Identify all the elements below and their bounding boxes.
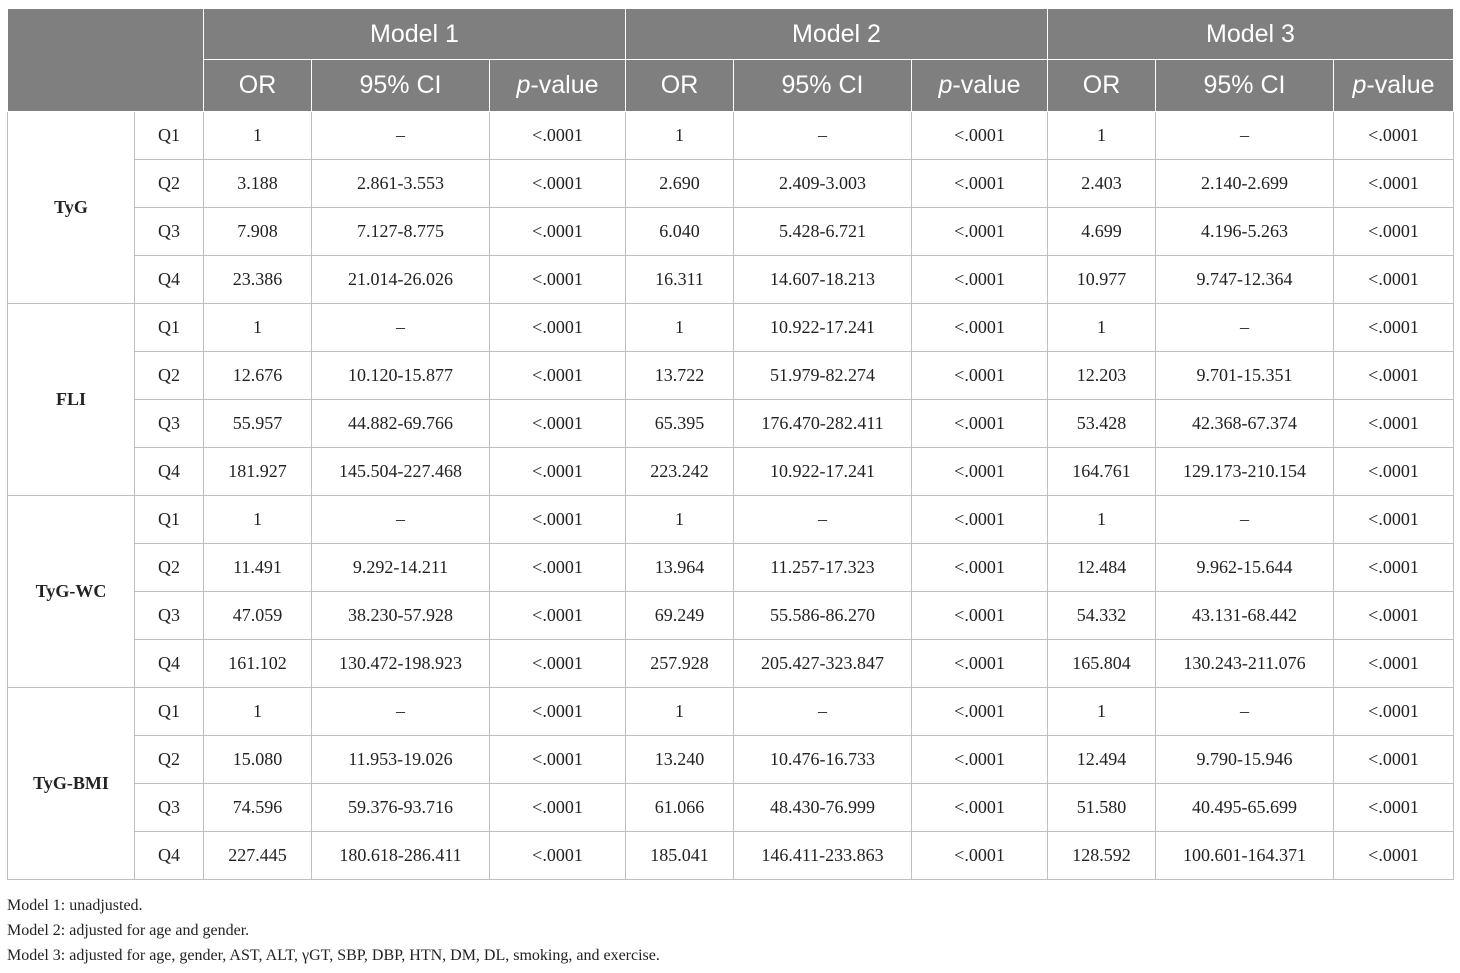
quartile-label: Q3 — [135, 592, 204, 640]
model-3-ci-cell: 4.196-5.263 — [1156, 208, 1334, 256]
model-1-p-value-cell: <.0001 — [490, 400, 626, 448]
model-3-ci-cell: – — [1156, 112, 1334, 160]
model-1-ci-cell: – — [312, 304, 490, 352]
model-2-ci-cell: 51.979-82.274 — [734, 352, 912, 400]
model-1-p-value-cell: <.0001 — [490, 688, 626, 736]
model-2-or-cell: 223.242 — [626, 448, 734, 496]
table-row — [8, 112, 1454, 160]
header-row-stats — [8, 60, 1454, 112]
quartile-label: Q2 — [135, 544, 204, 592]
model-3-p-value-cell: <.0001 — [1334, 496, 1454, 544]
model-3-p-value-cell: <.0001 — [1334, 688, 1454, 736]
model-2-ci-cell: 176.470-282.411 — [734, 400, 912, 448]
model-1-p-value-cell: <.0001 — [490, 352, 626, 400]
model-3-ci-cell: 100.601-164.371 — [1156, 832, 1334, 880]
model-2-p-value-cell: <.0001 — [912, 160, 1048, 208]
group-label: FLI — [8, 304, 135, 496]
p-letter: p — [1352, 71, 1367, 99]
model-3-or-cell: 51.580 — [1048, 784, 1156, 832]
model-2-or-cell: 185.041 — [626, 832, 734, 880]
model-2-p-value-cell: <.0001 — [912, 112, 1048, 160]
table-row — [8, 352, 1454, 400]
model-2-p-value-cell: <.0001 — [912, 448, 1048, 496]
table-row — [8, 208, 1454, 256]
model-1-header: Model 1 — [204, 9, 626, 60]
quartile-label: Q4 — [135, 832, 204, 880]
table-row — [8, 592, 1454, 640]
odds-ratio-table — [7, 8, 1454, 880]
model-2-or-cell: 1 — [626, 304, 734, 352]
model-1-p-value-cell: <.0001 — [490, 448, 626, 496]
footnote-model-2: Model 2: adjusted for age and gender. — [7, 922, 250, 939]
group-label: TyG-BMI — [8, 688, 135, 880]
model-3-or-cell: 53.428 — [1048, 400, 1156, 448]
model-2-ci-cell: – — [734, 496, 912, 544]
model-2-p-value-cell: <.0001 — [912, 832, 1048, 880]
table-row — [8, 304, 1454, 352]
quartile-label: Q2 — [135, 736, 204, 784]
model-3-ci-cell: 40.495-65.699 — [1156, 784, 1334, 832]
quartile-label: Q4 — [135, 448, 204, 496]
table-row — [8, 400, 1454, 448]
table-footnotes — [7, 893, 660, 968]
model-3-p-value-cell: <.0001 — [1334, 304, 1454, 352]
model-3-ci-cell: 42.368-67.374 — [1156, 400, 1334, 448]
table-row — [8, 832, 1454, 880]
table-body — [8, 112, 1454, 880]
model-3-ci-cell: 43.131-68.442 — [1156, 592, 1334, 640]
model-1-or-cell: 1 — [204, 496, 312, 544]
model-3-or-cell: 12.494 — [1048, 736, 1156, 784]
model-2-or-cell: 69.249 — [626, 592, 734, 640]
model-3-or-cell: 4.699 — [1048, 208, 1156, 256]
model-1-p-value-cell: <.0001 — [490, 736, 626, 784]
model-3-p-value-cell: <.0001 — [1334, 256, 1454, 304]
model-2-p-value-cell: <.0001 — [912, 256, 1048, 304]
model-2-or-cell: 1 — [626, 112, 734, 160]
header-row-models — [8, 9, 1454, 60]
model-1-p-value-cell: <.0001 — [490, 112, 626, 160]
model-2-p-value-cell: <.0001 — [912, 784, 1048, 832]
model-1-ci-cell: 38.230-57.928 — [312, 592, 490, 640]
model-1-or-cell: 12.676 — [204, 352, 312, 400]
model-2-ci-cell: 2.409-3.003 — [734, 160, 912, 208]
header-corner — [8, 9, 204, 112]
p-value-header — [912, 60, 1048, 112]
quartile-label: Q2 — [135, 352, 204, 400]
model-1-or-cell: 181.927 — [204, 448, 312, 496]
ci-header: 95% CI — [734, 60, 912, 112]
table-row — [8, 784, 1454, 832]
model-1-ci-cell: 59.376-93.716 — [312, 784, 490, 832]
or-header: OR — [1048, 60, 1156, 112]
model-2-or-cell: 1 — [626, 688, 734, 736]
model-1-p-value-cell: <.0001 — [490, 832, 626, 880]
value-word: -value — [530, 71, 599, 99]
model-1-ci-cell: – — [312, 688, 490, 736]
model-3-ci-cell: 129.173-210.154 — [1156, 448, 1334, 496]
table-row — [8, 736, 1454, 784]
quartile-label: Q4 — [135, 640, 204, 688]
model-3-ci-cell: 9.747-12.364 — [1156, 256, 1334, 304]
or-header: OR — [204, 60, 312, 112]
model-3-or-cell: 1 — [1048, 688, 1156, 736]
quartile-label: Q1 — [135, 496, 204, 544]
quartile-label: Q1 — [135, 688, 204, 736]
model-1-ci-cell: 145.504-227.468 — [312, 448, 490, 496]
model-2-ci-cell: 10.476-16.733 — [734, 736, 912, 784]
model-2-ci-cell: – — [734, 112, 912, 160]
model-2-or-cell: 65.395 — [626, 400, 734, 448]
table-row — [8, 448, 1454, 496]
model-1-or-cell: 3.188 — [204, 160, 312, 208]
model-2-or-cell: 2.690 — [626, 160, 734, 208]
model-2-or-cell: 1 — [626, 496, 734, 544]
model-2-p-value-cell: <.0001 — [912, 496, 1048, 544]
model-3-p-value-cell: <.0001 — [1334, 592, 1454, 640]
model-1-or-cell: 74.596 — [204, 784, 312, 832]
group-label: TyG-WC — [8, 496, 135, 688]
model-2-header: Model 2 — [626, 9, 1048, 60]
model-3-p-value-cell: <.0001 — [1334, 448, 1454, 496]
model-3-or-cell: 2.403 — [1048, 160, 1156, 208]
model-2-or-cell: 61.066 — [626, 784, 734, 832]
model-1-or-cell: 47.059 — [204, 592, 312, 640]
quartile-label: Q1 — [135, 304, 204, 352]
model-3-or-cell: 12.203 — [1048, 352, 1156, 400]
table-row — [8, 544, 1454, 592]
model-1-or-cell: 1 — [204, 688, 312, 736]
model-3-ci-cell: 9.790-15.946 — [1156, 736, 1334, 784]
model-2-ci-cell: 11.257-17.323 — [734, 544, 912, 592]
model-1-p-value-cell: <.0001 — [490, 640, 626, 688]
model-1-ci-cell: – — [312, 112, 490, 160]
model-2-p-value-cell: <.0001 — [912, 544, 1048, 592]
model-1-ci-cell: 11.953-19.026 — [312, 736, 490, 784]
model-3-ci-cell: – — [1156, 688, 1334, 736]
model-3-header: Model 3 — [1048, 9, 1454, 60]
model-1-or-cell: 161.102 — [204, 640, 312, 688]
model-1-or-cell: 227.445 — [204, 832, 312, 880]
model-3-or-cell: 164.761 — [1048, 448, 1156, 496]
model-2-p-value-cell: <.0001 — [912, 352, 1048, 400]
model-1-p-value-cell: <.0001 — [490, 256, 626, 304]
p-value-header — [1334, 60, 1454, 112]
model-2-ci-cell: – — [734, 688, 912, 736]
quartile-label: Q3 — [135, 784, 204, 832]
model-3-ci-cell: 9.701-15.351 — [1156, 352, 1334, 400]
model-2-p-value-cell: <.0001 — [912, 400, 1048, 448]
ci-header: 95% CI — [312, 60, 490, 112]
footnote-model-3: Model 3: adjusted for age, gender, AST, ALT, γGT, SBP, DBP, HTN, DM, DL, smoking, and exercise. — [7, 947, 660, 964]
model-3-ci-cell: – — [1156, 304, 1334, 352]
table-row — [8, 160, 1454, 208]
model-1-ci-cell: 10.120-15.877 — [312, 352, 490, 400]
quartile-label: Q1 — [135, 112, 204, 160]
or-header: OR — [626, 60, 734, 112]
model-1-ci-cell: 7.127-8.775 — [312, 208, 490, 256]
table-row — [8, 640, 1454, 688]
model-1-or-cell: 11.491 — [204, 544, 312, 592]
model-1-p-value-cell: <.0001 — [490, 592, 626, 640]
p-letter: p — [516, 71, 531, 99]
model-1-ci-cell: 2.861-3.553 — [312, 160, 490, 208]
model-3-ci-cell: 9.962-15.644 — [1156, 544, 1334, 592]
model-1-or-cell: 7.908 — [204, 208, 312, 256]
model-1-or-cell: 23.386 — [204, 256, 312, 304]
model-2-p-value-cell: <.0001 — [912, 640, 1048, 688]
ci-header: 95% CI — [1156, 60, 1334, 112]
model-2-ci-cell: 14.607-18.213 — [734, 256, 912, 304]
model-3-or-cell: 1 — [1048, 304, 1156, 352]
model-2-ci-cell: 146.411-233.863 — [734, 832, 912, 880]
model-2-ci-cell: 205.427-323.847 — [734, 640, 912, 688]
model-2-or-cell: 13.722 — [626, 352, 734, 400]
model-1-p-value-cell: <.0001 — [490, 160, 626, 208]
quartile-label: Q2 — [135, 160, 204, 208]
model-3-p-value-cell: <.0001 — [1334, 640, 1454, 688]
model-3-or-cell: 12.484 — [1048, 544, 1156, 592]
model-3-or-cell: 1 — [1048, 496, 1156, 544]
model-2-p-value-cell: <.0001 — [912, 736, 1048, 784]
p-value-header — [490, 60, 626, 112]
model-3-ci-cell: – — [1156, 496, 1334, 544]
model-1-p-value-cell: <.0001 — [490, 304, 626, 352]
model-1-ci-cell: 21.014-26.026 — [312, 256, 490, 304]
results-table-container — [7, 8, 1453, 880]
model-1-or-cell: 15.080 — [204, 736, 312, 784]
model-3-p-value-cell: <.0001 — [1334, 784, 1454, 832]
model-1-p-value-cell: <.0001 — [490, 496, 626, 544]
model-3-p-value-cell: <.0001 — [1334, 208, 1454, 256]
model-1-p-value-cell: <.0001 — [490, 784, 626, 832]
model-3-p-value-cell: <.0001 — [1334, 544, 1454, 592]
model-3-or-cell: 1 — [1048, 112, 1156, 160]
table-row — [8, 496, 1454, 544]
model-1-p-value-cell: <.0001 — [490, 208, 626, 256]
value-word: -value — [1366, 71, 1435, 99]
model-2-p-value-cell: <.0001 — [912, 208, 1048, 256]
model-2-ci-cell: 48.430-76.999 — [734, 784, 912, 832]
model-2-or-cell: 16.311 — [626, 256, 734, 304]
model-2-p-value-cell: <.0001 — [912, 592, 1048, 640]
model-3-or-cell: 165.804 — [1048, 640, 1156, 688]
model-1-ci-cell: – — [312, 496, 490, 544]
model-1-ci-cell: 130.472-198.923 — [312, 640, 490, 688]
model-3-or-cell: 128.592 — [1048, 832, 1156, 880]
quartile-label: Q3 — [135, 400, 204, 448]
table-row — [8, 688, 1454, 736]
value-word: -value — [952, 71, 1021, 99]
model-2-ci-cell: 10.922-17.241 — [734, 304, 912, 352]
model-2-or-cell: 13.964 — [626, 544, 734, 592]
model-3-p-value-cell: <.0001 — [1334, 160, 1454, 208]
model-2-or-cell: 13.240 — [626, 736, 734, 784]
model-2-ci-cell: 5.428-6.721 — [734, 208, 912, 256]
group-label: TyG — [8, 112, 135, 304]
model-2-or-cell: 257.928 — [626, 640, 734, 688]
model-2-p-value-cell: <.0001 — [912, 688, 1048, 736]
model-3-p-value-cell: <.0001 — [1334, 352, 1454, 400]
model-1-p-value-cell: <.0001 — [490, 544, 626, 592]
model-1-or-cell: 55.957 — [204, 400, 312, 448]
model-1-ci-cell: 44.882-69.766 — [312, 400, 490, 448]
model-1-ci-cell: 9.292-14.211 — [312, 544, 490, 592]
p-letter: p — [938, 71, 953, 99]
model-2-p-value-cell: <.0001 — [912, 304, 1048, 352]
model-1-or-cell: 1 — [204, 112, 312, 160]
model-3-p-value-cell: <.0001 — [1334, 832, 1454, 880]
model-3-ci-cell: 2.140-2.699 — [1156, 160, 1334, 208]
quartile-label: Q4 — [135, 256, 204, 304]
model-2-ci-cell: 10.922-17.241 — [734, 448, 912, 496]
footnote-model-1: Model 1: unadjusted. — [7, 897, 143, 914]
model-2-ci-cell: 55.586-86.270 — [734, 592, 912, 640]
model-3-p-value-cell: <.0001 — [1334, 112, 1454, 160]
quartile-label: Q3 — [135, 208, 204, 256]
model-1-ci-cell: 180.618-286.411 — [312, 832, 490, 880]
model-2-or-cell: 6.040 — [626, 208, 734, 256]
model-1-or-cell: 1 — [204, 304, 312, 352]
table-row — [8, 256, 1454, 304]
model-3-or-cell: 10.977 — [1048, 256, 1156, 304]
model-3-ci-cell: 130.243-211.076 — [1156, 640, 1334, 688]
model-3-p-value-cell: <.0001 — [1334, 736, 1454, 784]
model-3-or-cell: 54.332 — [1048, 592, 1156, 640]
model-3-p-value-cell: <.0001 — [1334, 400, 1454, 448]
